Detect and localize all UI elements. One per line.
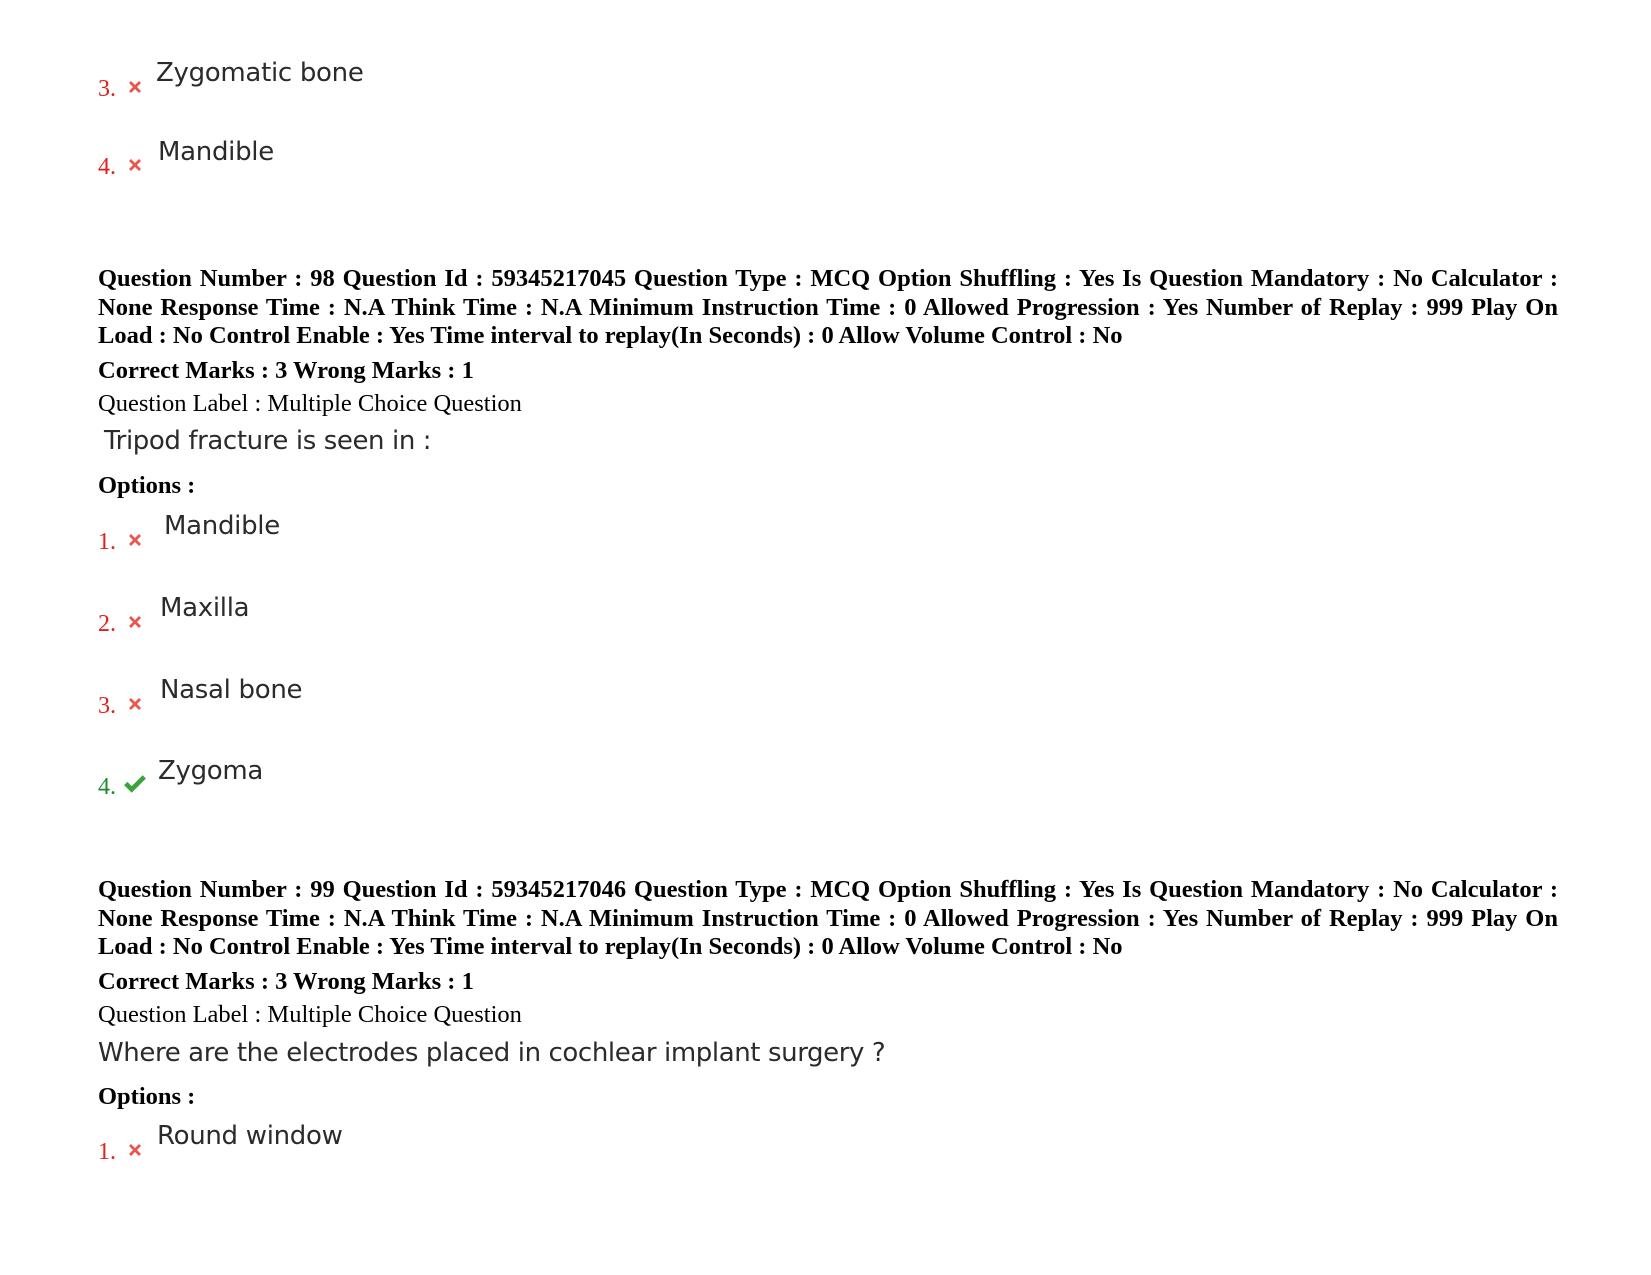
option-text: Zygoma [158, 756, 264, 786]
option-text: Nasal bone [160, 675, 303, 705]
options-heading: Options : [98, 1083, 196, 1110]
option-text: Maxilla [160, 593, 250, 623]
option-number: 3. [98, 693, 116, 719]
option-text: Mandible [158, 137, 274, 167]
question-text: Tripod fracture is seen in : [104, 426, 432, 456]
option-text: Zygomatic bone [156, 58, 364, 88]
option-number: 3. [98, 76, 116, 102]
cross-icon [126, 613, 144, 631]
option-text: Mandible [164, 511, 280, 541]
question-text: Where are the electrodes placed in cochlear implant surgery ? [98, 1038, 886, 1068]
cross-icon [126, 531, 144, 549]
question-marks: Correct Marks : 3 Wrong Marks : 1 [98, 968, 474, 995]
question-label: Question Label : Multiple Choice Question [98, 390, 522, 417]
question-meta: Question Number : 98 Question Id : 59345217045 Question Type : MCQ Option Shuffling : Yes Is Question Mandatory : No Calculator : None Response Time : N.A Think Time : N.A Minimum Instruction Time : 0 Allowed Progression : Yes Number of Replay : 999 Play On Load : No Control Enable : Yes Time interval to replay(In Seconds) : 0 Allow Volume Control : No [98, 265, 1558, 349]
options-heading: Options : [98, 472, 196, 499]
question-marks: Correct Marks : 3 Wrong Marks : 1 [98, 357, 474, 384]
cross-icon [126, 156, 144, 174]
option-number: 2. [98, 611, 116, 637]
option-text: Round window [157, 1121, 343, 1151]
cross-icon [126, 695, 144, 713]
cross-icon [126, 78, 144, 96]
option-number: 1. [98, 1139, 116, 1165]
option-number: 1. [98, 529, 116, 555]
checkmark-icon [123, 774, 147, 794]
cross-icon [126, 1141, 144, 1159]
question-label: Question Label : Multiple Choice Question [98, 1001, 522, 1028]
option-number: 4. [98, 774, 116, 800]
option-number: 4. [98, 154, 116, 180]
question-meta: Question Number : 99 Question Id : 59345217046 Question Type : MCQ Option Shuffling : Yes Is Question Mandatory : No Calculator : None Response Time : N.A Think Time : N.A Minimum Instruction Time : 0 Allowed Progression : Yes Number of Replay : 999 Play On Load : No Control Enable : Yes Time interval to replay(In Seconds) : 0 Allow Volume Control : No [98, 876, 1558, 960]
